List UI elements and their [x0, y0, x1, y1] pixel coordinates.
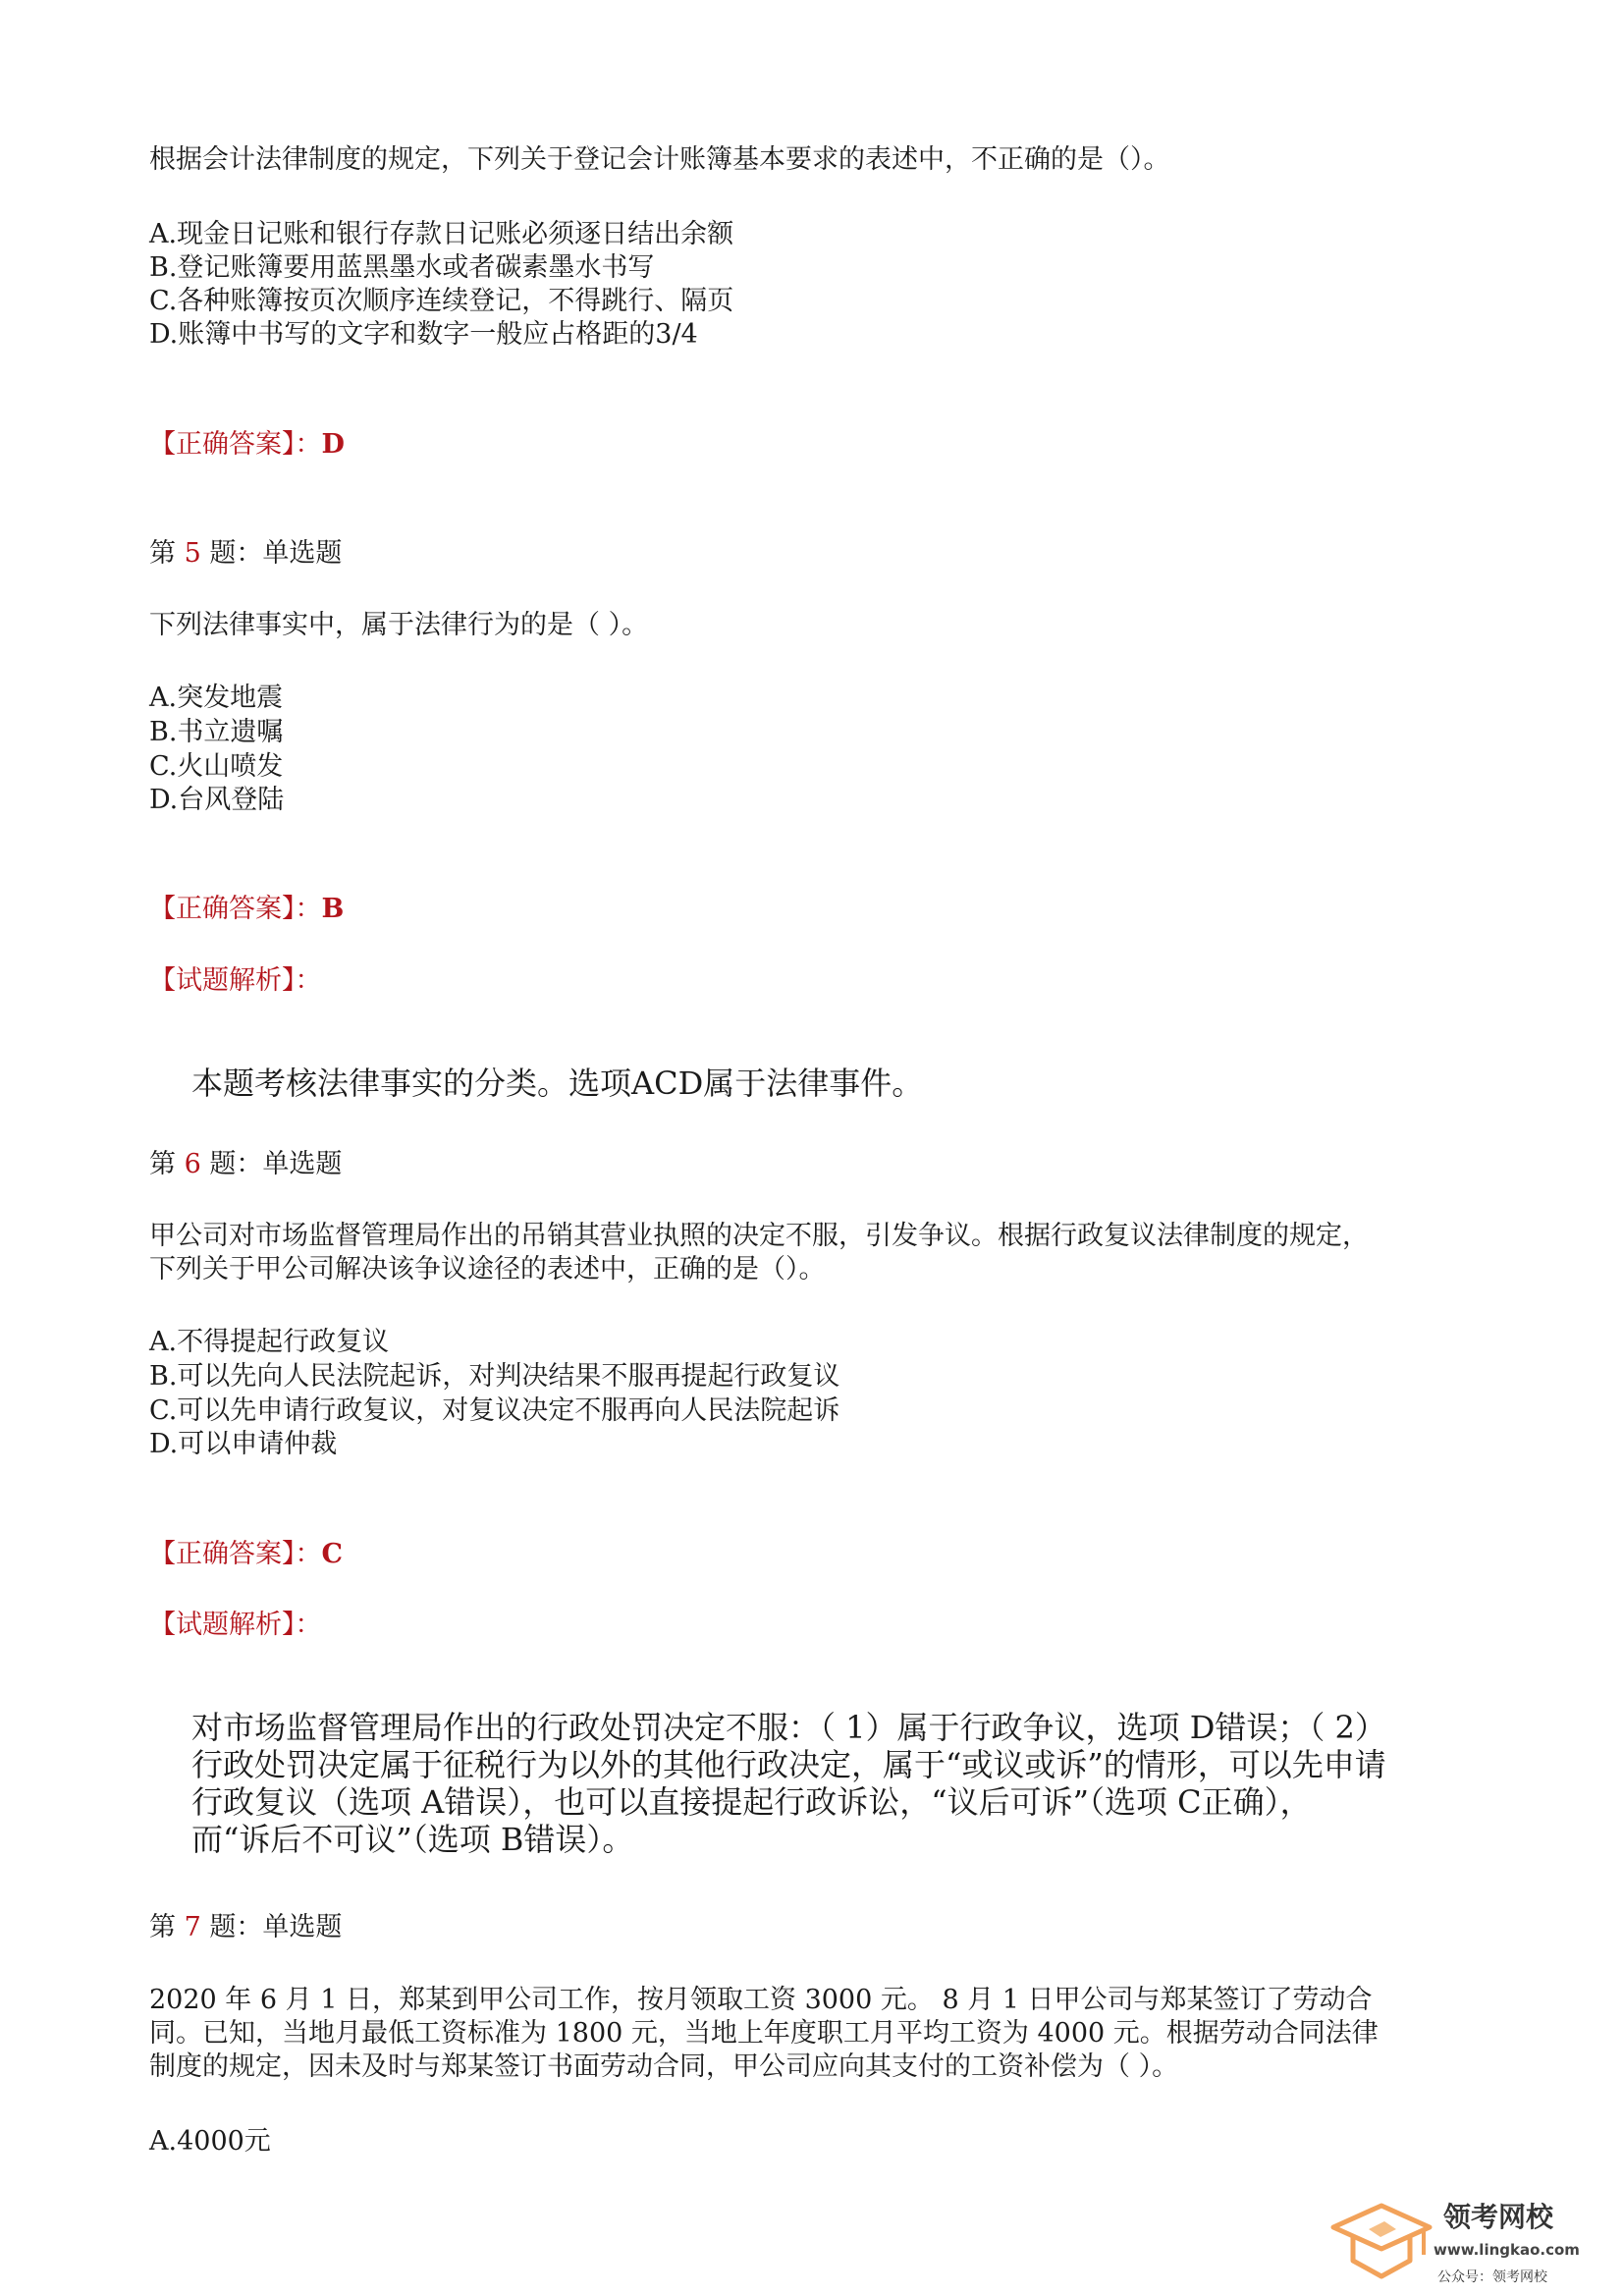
q5-option-c: C.火山喷发	[149, 751, 284, 782]
q6-heading	[149, 1148, 342, 1181]
q6-stem-line-1: 甲公司对市场监督管理局作出的吊销其营业执照的决定不服，引发争议。根据行政复议法律制度的规定，	[149, 1221, 1369, 1251]
q7-stem-line-1: 2020 年 6 月 1 日，郑某到甲公司工作，按月领取工资 3000 元。 8 月 1 日甲公司与郑某签订了劳动合	[149, 1985, 1373, 2015]
q4-answer	[149, 428, 345, 462]
q6-stem-line-2: 下列关于甲公司解决该争议途径的表述中，正确的是（）。	[149, 1254, 826, 1285]
q4-option-b: B.登记账簿要用蓝黑墨水或者碳素墨水书写	[149, 252, 655, 283]
q6-option-b: B.可以先向人民法院起诉，对判决结果不服再提起行政复议	[149, 1361, 840, 1392]
brand-logo	[1327, 2192, 1602, 2290]
q5-answer-label: 【正确答案】：	[149, 894, 322, 924]
q5-option-b: B.书立遗嘱	[149, 717, 284, 747]
q5-number: 5	[184, 538, 201, 569]
q5-analysis-label: 【试题解析】：	[149, 965, 322, 996]
q7-heading	[149, 1911, 342, 1944]
q6-analysis-line-3: 行政复议（选项 A错误），也可以直接提起行政诉讼，“议后可诉”（选项 C正确），	[191, 1783, 1312, 1821]
q5-suffix: 题：单选题	[209, 538, 343, 569]
q5-heading	[149, 537, 342, 571]
q6-option-a: A.不得提起行政复议	[149, 1327, 390, 1357]
q6-answer	[149, 1538, 343, 1571]
q7-option-a: A.4000元	[149, 2126, 271, 2157]
brand-url: www.lingkao.com	[1434, 2241, 1580, 2259]
q4-answer-value: D	[321, 429, 345, 460]
q6-analysis-line-4: 而“诉后不可议”（选项 B错误）。	[191, 1821, 634, 1858]
brand-wechat: 公众号：领考网校	[1437, 2269, 1547, 2285]
graduation-cap-icon	[1327, 2200, 1435, 2288]
q7-prefix: 第	[149, 1912, 176, 1942]
q6-number: 6	[184, 1149, 201, 1179]
q6-analysis-label: 【试题解析】：	[149, 1610, 322, 1640]
q4-stem: 根据会计法律制度的规定，下列关于登记会计账簿基本要求的表述中，不正确的是（）。	[149, 144, 1170, 175]
q5-answer-value: B	[321, 894, 345, 924]
q5-analysis: 本题考核法律事实的分类。选项ACD属于法律事件。	[191, 1065, 924, 1102]
q5-option-d: D.台风登陆	[149, 785, 285, 815]
q6-analysis-line-1: 对市场监督管理局作出的行政处罚决定不服：（ 1）属于行政争议，选项 D错误；（ 2）	[191, 1709, 1386, 1746]
q6-option-c: C.可以先申请行政复议，对复议决定不服再向人民法院起诉	[149, 1395, 840, 1426]
q5-prefix: 第	[149, 538, 176, 569]
q7-number: 7	[184, 1912, 201, 1942]
q6-answer-label: 【正确答案】：	[149, 1539, 322, 1569]
q7-stem-line-3: 制度的规定，因未及时与郑某签订书面劳动合同，甲公司应向其支付的工资补偿为（ ）。	[149, 2051, 1179, 2082]
q7-suffix: 题：单选题	[209, 1912, 343, 1942]
q6-option-d: D.可以申请仲裁	[149, 1429, 338, 1459]
q6-analysis-line-2: 行政处罚决定属于征税行为以外的其他行政决定，属于“或议或诉”的情形，可以先申请	[191, 1746, 1386, 1783]
brand-name: 领考网校	[1443, 2201, 1554, 2233]
q4-option-a: A.现金日记账和银行存款日记账必须逐日结出余额	[149, 219, 734, 249]
q4-answer-label: 【正确答案】：	[149, 429, 322, 460]
q6-prefix: 第	[149, 1149, 176, 1179]
q5-answer	[149, 893, 344, 926]
q6-suffix: 题：单选题	[209, 1149, 343, 1179]
q4-option-c: C.各种账簿按页次顺序连续登记，不得跳行、隔页	[149, 286, 734, 316]
q5-option-a: A.突发地震	[149, 683, 284, 713]
q6-answer-value: C	[321, 1539, 343, 1569]
q5-stem: 下列法律事实中，属于法律行为的是（ ）。	[149, 610, 649, 640]
q7-stem-line-2: 同。已知，当地月最低工资标准为 1800 元，当地上年度职工月平均工资为 4000 元。根据劳动合同法律	[149, 2018, 1379, 2049]
q4-option-d: D.账簿中书写的文字和数字一般应占格距的3/4	[149, 319, 698, 350]
